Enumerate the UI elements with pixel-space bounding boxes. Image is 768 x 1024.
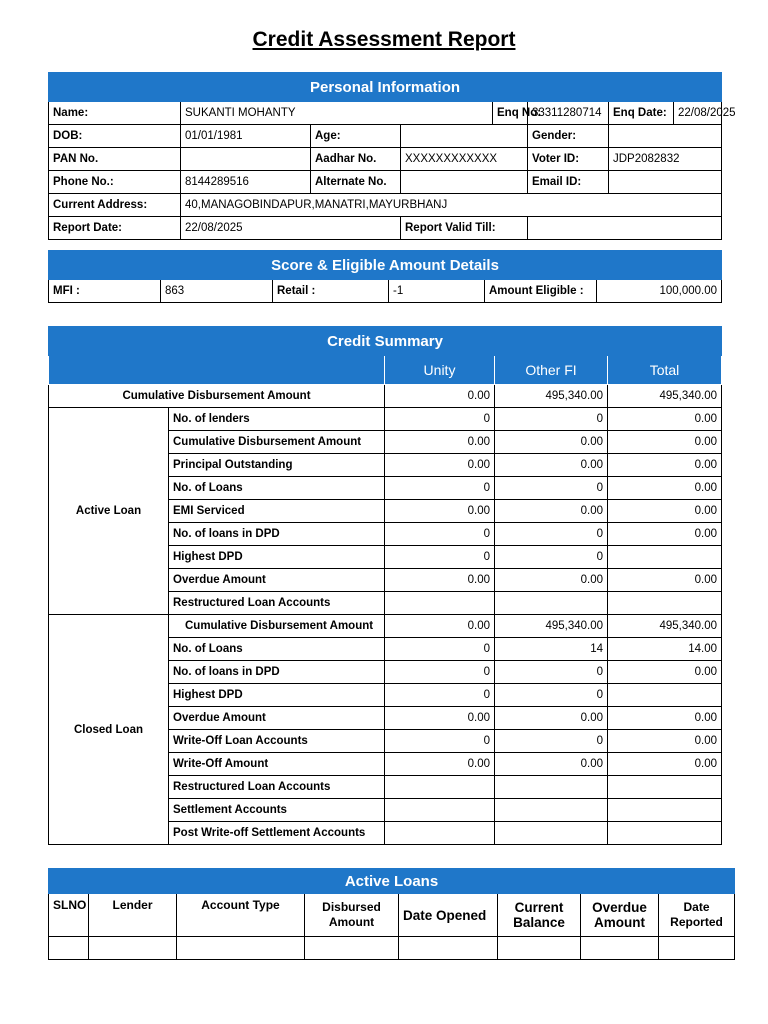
active-loan-row-other-fi: 0.00 [495, 454, 608, 477]
al-empty-cell [659, 937, 735, 960]
al-col-overdue: Overdue Amount [581, 894, 659, 937]
al-col-lender: Lender [89, 894, 177, 937]
pan-value [181, 148, 311, 171]
address-label: Current Address: [49, 194, 181, 217]
eligible-label: Amount Eligible : [485, 280, 597, 303]
active-loan-row-other-fi: 0 [495, 523, 608, 546]
al-col-slno: SLNO [49, 894, 89, 937]
eligible-value: 100,000.00 [597, 280, 722, 303]
closed-loan-row-label: Restructured Loan Accounts [169, 776, 385, 799]
al-empty-cell [177, 937, 305, 960]
active-loan-row-label: No. of Loans [169, 477, 385, 500]
closed-loan-row-other-fi: 0.00 [495, 707, 608, 730]
mfi-value: 863 [161, 280, 273, 303]
active-loan-row-unity: 0.00 [385, 500, 495, 523]
report-date-value: 22/08/2025 [181, 217, 401, 240]
active-loan-row-total [608, 592, 722, 615]
address-value: 40,MANAGOBINDAPUR,MANATRI,MAYURBHANJ [181, 194, 722, 217]
al-col-current-balance: Current Balance [498, 894, 581, 937]
col-total: Total [608, 356, 722, 385]
cumulative-label: Cumulative Disbursement Amount [49, 385, 385, 408]
email-label: Email ID: [528, 171, 609, 194]
alt-phone-label: Alternate No. [311, 171, 401, 194]
closed-loan-row-other-fi [495, 776, 608, 799]
closed-loan-row-label: No. of Loans [169, 638, 385, 661]
closed-loan-row-unity: 0 [385, 730, 495, 753]
closed-loan-row-total: 14.00 [608, 638, 722, 661]
valid-till-label: Report Valid Till: [401, 217, 528, 240]
al-empty-cell [581, 937, 659, 960]
al-col-date-reported: Date Reported [659, 894, 735, 937]
aadhar-label: Aadhar No. [311, 148, 401, 171]
active-loan-row-unity [385, 592, 495, 615]
mfi-label: MFI : [49, 280, 161, 303]
active-loan-row-total: 0.00 [608, 454, 722, 477]
enq-no-label: Enq No: [493, 102, 528, 125]
closed-loan-row-unity: 0.00 [385, 615, 495, 638]
active-loan-row-label: Highest DPD [169, 546, 385, 569]
closed-loan-row-total [608, 822, 722, 845]
enq-no-value: 33311280714 [528, 102, 609, 125]
email-value [609, 171, 722, 194]
closed-loan-row-unity: 0.00 [385, 753, 495, 776]
active-loan-row-other-fi: 0.00 [495, 431, 608, 454]
enq-date-value: 22/08/2025 [674, 102, 722, 125]
active-loan-row-label: Restructured Loan Accounts [169, 592, 385, 615]
col-unity: Unity [385, 356, 495, 385]
retail-label: Retail : [273, 280, 389, 303]
closed-loan-row-label: Post Write-off Settlement Accounts [169, 822, 385, 845]
al-empty-cell [49, 937, 89, 960]
cumulative-unity: 0.00 [385, 385, 495, 408]
al-col-account-type: Account Type [177, 894, 305, 937]
active-loan-row-total: 0.00 [608, 408, 722, 431]
closed-loan-row-total: 495,340.00 [608, 615, 722, 638]
active-loan-row-total: 0.00 [608, 523, 722, 546]
credit-summary-table [48, 326, 722, 845]
closed-loan-row-unity [385, 799, 495, 822]
closed-loan-row-label: Cumulative Disbursement Amount [169, 615, 385, 638]
closed-loan-row-other-fi: 0 [495, 684, 608, 707]
retail-value: -1 [389, 280, 485, 303]
gender-label: Gender: [528, 125, 609, 148]
valid-till-value [528, 217, 722, 240]
closed-loan-row-unity: 0 [385, 661, 495, 684]
phone-value: 8144289516 [181, 171, 311, 194]
dob-label: DOB: [49, 125, 181, 148]
closed-loan-row-label: Settlement Accounts [169, 799, 385, 822]
al-empty-cell [498, 937, 581, 960]
al-empty-cell [89, 937, 177, 960]
enq-date-label: Enq Date: [609, 102, 674, 125]
col-other-fi: Other FI [495, 356, 608, 385]
alt-phone-value [401, 171, 528, 194]
voter-value: JDP2082832 [609, 148, 722, 171]
closed-loan-row-total: 0.00 [608, 707, 722, 730]
active-loan-row-unity: 0 [385, 546, 495, 569]
name-value: SUKANTI MOHANTY [181, 102, 493, 125]
active-loan-row-other-fi: 0 [495, 408, 608, 431]
active-loan-row-label: No. of lenders [169, 408, 385, 431]
active-loan-row-other-fi: 0.00 [495, 500, 608, 523]
cumulative-total: 495,340.00 [608, 385, 722, 408]
al-empty-cell [305, 937, 399, 960]
active-loan-row-unity: 0 [385, 477, 495, 500]
closed-loan-row-total [608, 776, 722, 799]
active-loan-group-label: Active Loan [49, 408, 169, 615]
report-title: Credit Assessment Report [252, 28, 516, 51]
active-loan-row-label: No. of loans in DPD [169, 523, 385, 546]
active-loan-row-total [608, 546, 722, 569]
closed-loan-row-total: 0.00 [608, 661, 722, 684]
closed-loan-row-unity: 0 [385, 684, 495, 707]
closed-loan-row-unity: 0 [385, 638, 495, 661]
al-col-disbursed: Disbursed Amount [305, 894, 399, 937]
score-heading: Score & Eligible Amount Details [49, 251, 722, 280]
closed-loan-row-label: Highest DPD [169, 684, 385, 707]
closed-loan-row-label: Overdue Amount [169, 707, 385, 730]
phone-label: Phone No.: [49, 171, 181, 194]
dob-value: 01/01/1981 [181, 125, 311, 148]
active-loans-heading: Active Loans [49, 869, 735, 894]
active-loan-row-other-fi [495, 592, 608, 615]
closed-loan-row-other-fi: 0 [495, 730, 608, 753]
closed-loan-row-unity: 0.00 [385, 707, 495, 730]
closed-loan-row-other-fi [495, 822, 608, 845]
closed-loan-row-other-fi: 0.00 [495, 753, 608, 776]
al-empty-cell [399, 937, 498, 960]
al-col-date-opened: Date Opened [399, 894, 498, 937]
closed-loan-row-label: Write-Off Loan Accounts [169, 730, 385, 753]
active-loan-row-total: 0.00 [608, 569, 722, 592]
pan-label: PAN No. [49, 148, 181, 171]
closed-loan-row-label: No. of loans in DPD [169, 661, 385, 684]
report-date-label: Report Date: [49, 217, 181, 240]
aadhar-value: XXXXXXXXXXXX [401, 148, 528, 171]
closed-loan-row-other-fi [495, 799, 608, 822]
active-loan-row-label: EMI Serviced [169, 500, 385, 523]
score-table [48, 250, 722, 303]
closed-loan-row-label: Write-Off Amount [169, 753, 385, 776]
closed-loan-row-unity [385, 822, 495, 845]
closed-loan-row-total: 0.00 [608, 730, 722, 753]
active-loan-row-other-fi: 0.00 [495, 569, 608, 592]
voter-label: Voter ID: [528, 148, 609, 171]
active-loan-row-label: Overdue Amount [169, 569, 385, 592]
closed-loan-row-other-fi: 495,340.00 [495, 615, 608, 638]
active-loan-row-total: 0.00 [608, 477, 722, 500]
personal-info-table [48, 72, 736, 240]
active-loan-row-label: Principal Outstanding [169, 454, 385, 477]
active-loan-row-unity: 0 [385, 523, 495, 546]
age-value [401, 125, 528, 148]
closed-loan-row-other-fi: 0 [495, 661, 608, 684]
closed-loan-row-total: 0.00 [608, 753, 722, 776]
active-loan-row-unity: 0.00 [385, 569, 495, 592]
cumulative-other: 495,340.00 [495, 385, 608, 408]
active-loan-row-total: 0.00 [608, 431, 722, 454]
closed-loan-group-label: Closed Loan [49, 615, 169, 845]
closed-loan-row-total [608, 799, 722, 822]
summary-header-blank [49, 356, 385, 385]
active-loan-row-unity: 0 [385, 408, 495, 431]
age-label: Age: [311, 125, 401, 148]
active-loan-row-other-fi: 0 [495, 477, 608, 500]
active-loan-row-other-fi: 0 [495, 546, 608, 569]
gender-value [609, 125, 722, 148]
active-loans-table [48, 868, 735, 960]
name-label: Name: [49, 102, 181, 125]
active-loan-row-total: 0.00 [608, 500, 722, 523]
personal-info-heading: Personal Information [49, 73, 722, 102]
closed-loan-row-unity [385, 776, 495, 799]
closed-loan-row-other-fi: 14 [495, 638, 608, 661]
summary-heading: Credit Summary [49, 327, 722, 356]
closed-loan-row-total [608, 684, 722, 707]
active-loan-row-unity: 0.00 [385, 454, 495, 477]
active-loan-row-unity: 0.00 [385, 431, 495, 454]
active-loan-row-label: Cumulative Disbursement Amount [169, 431, 385, 454]
